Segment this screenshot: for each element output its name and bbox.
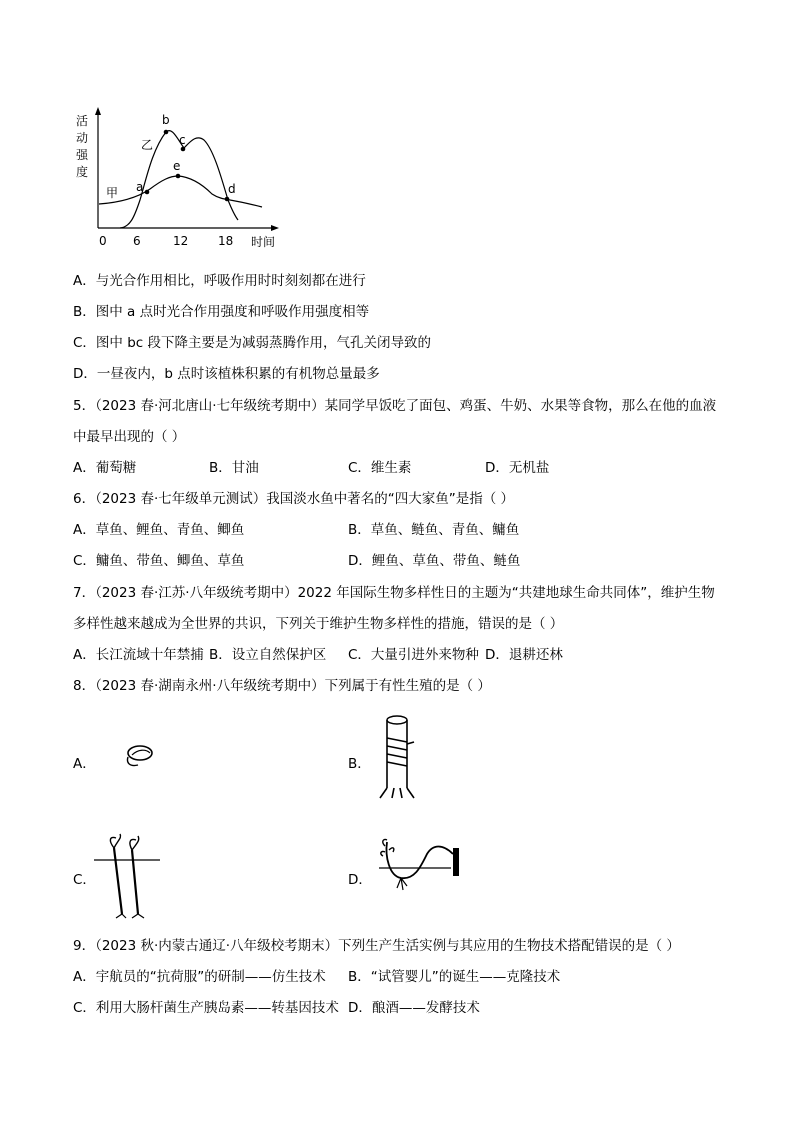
x-axis-label: 时间 xyxy=(251,235,276,249)
q8-option-b[interactable] xyxy=(348,752,371,772)
q9-option-a[interactable]: A．宇航员的“抗荷服”的研制——仿生技术 xyxy=(73,969,326,985)
point-c-label: c xyxy=(179,133,186,147)
y-axis-char: 强 xyxy=(76,148,89,162)
q4-option-d[interactable]: D．一昼夜内，b 点时该植株积累的有机物总量最多 xyxy=(73,366,380,382)
point-d-label: d xyxy=(228,182,236,196)
q8-option-a[interactable] xyxy=(73,752,96,772)
curve-jia xyxy=(99,176,262,207)
point-b xyxy=(164,130,169,135)
q7-option-c[interactable]: C．大量引进外来物种 xyxy=(348,647,479,663)
point-a xyxy=(145,190,150,195)
q8-c-cutting-illustration xyxy=(92,830,162,920)
option-letter: C． xyxy=(73,872,96,888)
activity-intensity-graph xyxy=(70,100,290,255)
x-axis-arrow xyxy=(271,225,279,231)
q8-b-grafting-illustration xyxy=(372,712,422,802)
q5-option-b[interactable]: B．甘油 xyxy=(209,460,259,476)
q9-option-b[interactable]: B．“试管婴儿”的诞生——克隆技术 xyxy=(348,969,561,985)
q4-option-b[interactable]: B．图中 a 点时光合作用强度和呼吸作用强度相等 xyxy=(73,304,370,320)
point-e xyxy=(176,174,181,179)
x-tick: 12 xyxy=(173,234,189,248)
q8-stem: 8．（2023 春·湖南永州·八年级统考期中）下列属于有性生殖的是（ ） xyxy=(73,678,491,694)
q6-option-a[interactable]: A．草鱼、鲤鱼、青鱼、鲫鱼 xyxy=(73,522,245,538)
q7-stem: 7．（2023 春·江苏·八年级统考期中）2022 年国际生物多样性日的主题为“共建地球生命共同体”，维护生物 xyxy=(73,585,715,601)
point-c xyxy=(181,147,186,152)
x-tick: 18 xyxy=(218,234,234,248)
q5-stem: 5．（2023 春·河北唐山·七年级统考期中）某同学早饭吃了面包、鸡蛋、牛奶、水果等食物，那么在他的血液 xyxy=(73,398,717,414)
point-b-label: b xyxy=(162,113,170,127)
q6-option-c[interactable]: C．鳙鱼、带鱼、鲫鱼、草鱼 xyxy=(73,553,245,569)
q7-option-d[interactable]: D．退耕还林 xyxy=(485,647,563,663)
option-letter: D． xyxy=(348,872,372,888)
q8-d-layering-illustration xyxy=(375,836,465,896)
q4-option-c[interactable]: C．图中 bc 段下降主要是为减弱蒸腾作用，气孔关闭导致的 xyxy=(73,335,431,351)
curve-jia-label: 甲 xyxy=(106,186,119,200)
point-a-label: a xyxy=(136,180,144,194)
q5-stem-cont: 中最早出现的（ ） xyxy=(73,429,186,445)
q6-stem: 6．（2023 春·七年级单元测试）我国淡水鱼中著名的“四大家鱼”是指（ ） xyxy=(73,491,515,507)
option-letter: B． xyxy=(348,756,371,772)
q7-option-a[interactable]: A．长江流域十年禁捕 xyxy=(73,647,204,663)
q8-a-potato-illustration xyxy=(118,735,168,775)
q5-option-c[interactable]: C．维生素 xyxy=(348,460,412,476)
q9-option-d[interactable]: D．酿酒——发酵技术 xyxy=(348,1000,480,1016)
point-d xyxy=(225,197,230,202)
q9-stem: 9．（2023 秋·内蒙古通辽·八年级校考期末）下列生产生活实例与其应用的生物技术搭配错误的是（ ） xyxy=(73,938,680,954)
x-tick: 0 xyxy=(99,234,107,248)
q5-option-d[interactable]: D．无机盐 xyxy=(485,460,550,476)
q6-option-b[interactable]: B．草鱼、鲢鱼、青鱼、鳙鱼 xyxy=(348,522,520,538)
q4-option-a[interactable]: A．与光合作用相比，呼吸作用时时刻刻都在进行 xyxy=(73,273,366,289)
point-e-label: e xyxy=(173,159,181,173)
y-axis-char: 活 xyxy=(76,114,89,128)
q5-option-a[interactable]: A．葡萄糖 xyxy=(73,460,137,476)
y-axis-arrow xyxy=(95,107,101,115)
curve-yi-label: 乙 xyxy=(141,138,154,152)
q9-option-c[interactable]: C．利用大肠杆菌生产胰岛素——转基因技术 xyxy=(73,1000,339,1016)
q7-option-b[interactable]: B．设立自然保护区 xyxy=(209,647,327,663)
q7-stem-cont: 多样性越来越成为全世界的共识，下列关于维护生物多样性的措施，错误的是（ ） xyxy=(73,616,564,632)
q8-option-d[interactable] xyxy=(348,868,372,888)
x-tick: 6 xyxy=(133,234,141,248)
q6-option-d[interactable]: D．鲤鱼、草鱼、带鱼、鲢鱼 xyxy=(348,553,521,569)
y-axis-char: 度 xyxy=(76,165,89,179)
option-letter: A． xyxy=(73,756,96,772)
y-axis-char: 动 xyxy=(76,131,89,145)
